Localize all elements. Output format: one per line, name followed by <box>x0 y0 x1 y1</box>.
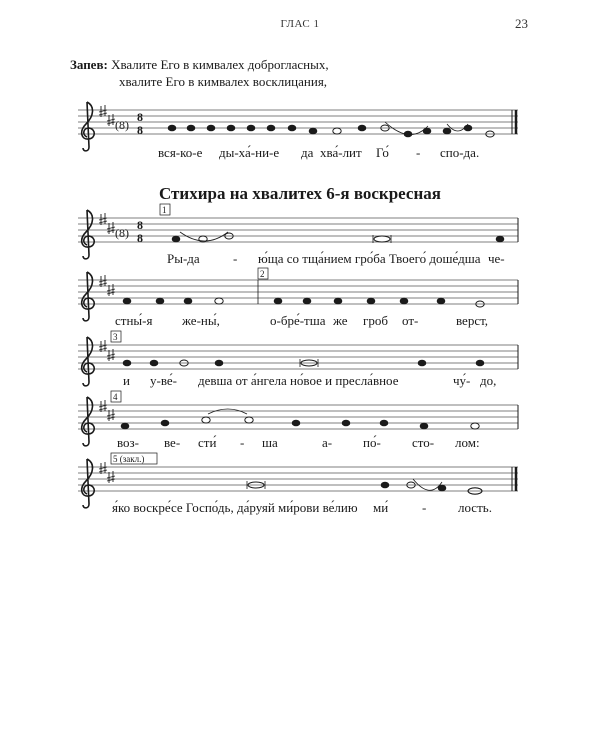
lyric-syllable: я́ко воскре́се Госпо́дь, да́руяй ми́рови ве́лию <box>112 500 358 515</box>
lyric-syllable: Го́ <box>376 145 389 160</box>
zapev-line-1: Хвалите Его в кимвалех доброгласных, <box>111 57 329 72</box>
lyric-syllable: девша от а́нгела но́вое и пресла́вное <box>198 373 399 388</box>
lyric-syllable: че- <box>488 251 505 266</box>
lyric-syllable: да <box>301 145 314 160</box>
lyric-syllable: ми́ <box>373 500 389 515</box>
time-signature-bottom-zapev: 8 <box>137 123 143 137</box>
lyric-syllable: - <box>233 251 238 266</box>
lyric-syllable: стны́-я <box>115 313 153 328</box>
lyric-syllable: ю́ща со тща́нием гро́ба Твоего́ доше́дша <box>258 251 481 266</box>
lyric-syllable: лом: <box>455 435 480 450</box>
lyric-syllable: по́- <box>363 435 381 450</box>
marker-1: 1 <box>162 205 167 215</box>
lyric-syllable: сти́ <box>198 435 217 450</box>
time-signature-top-zapev: 8 <box>137 110 143 124</box>
section-title: Стихира на хвалитех 6-я воскресная <box>159 184 441 203</box>
staff-zapev <box>78 102 518 151</box>
running-title: ГЛАС 1 <box>280 18 320 30</box>
lyric-syllable: у-ве́- <box>150 373 177 388</box>
zapev-line-2: хвалите Его в кимвалех восклицания, <box>119 74 328 89</box>
lyric-syllable: верст, <box>456 313 489 328</box>
notes-line-2 <box>123 298 484 307</box>
time-signature-top-1: 8 <box>137 218 143 232</box>
lyric-syllable: же-ны́, <box>182 313 220 328</box>
lyric-syllable: а- <box>322 435 333 450</box>
page-number: 23 <box>515 16 528 31</box>
time-signature-bracket-1: (8) <box>115 226 129 240</box>
time-signature-bottom-1: 8 <box>137 231 143 245</box>
lyric-syllable: лость. <box>458 500 492 515</box>
time-signature-bracket-zapev: (8) <box>115 118 129 132</box>
lyric-syllable: - <box>240 435 245 450</box>
lyric-syllable: ды-ха́-ни-е <box>219 145 280 160</box>
notes-line-4 <box>121 409 479 429</box>
lyric-syllable: хва́-лит <box>320 145 362 160</box>
marker-5: 5 (закл.) <box>113 454 145 464</box>
marker-3: 3 <box>113 332 118 342</box>
lyric-syllable: ша <box>262 435 278 450</box>
lyric-syllable: сто- <box>412 435 435 450</box>
lyric-syllable: вся-ко-е <box>158 145 203 160</box>
lyric-syllable: ве- <box>164 435 181 450</box>
lyric-syllable: - <box>416 145 421 160</box>
zapev-label: Запев: <box>70 57 108 72</box>
notes-line-5 <box>247 479 482 494</box>
lyric-syllable: же <box>333 313 348 328</box>
marker-2: 2 <box>260 269 265 279</box>
notes-zapev <box>168 122 494 137</box>
lyric-syllable: спо-да. <box>440 145 480 160</box>
lyric-syllable: - <box>422 500 427 515</box>
lyric-syllable: от- <box>402 313 419 328</box>
lyric-syllable: о-бре́-тша <box>270 313 326 328</box>
lyric-syllable: и <box>123 373 130 388</box>
notes-line-1 <box>172 232 504 243</box>
time-signatures <box>115 110 143 245</box>
lyric-syllable: гроб <box>363 313 388 328</box>
phrase-markers <box>111 204 268 464</box>
marker-4: 4 <box>113 392 118 402</box>
lyric-syllable: Ры-да <box>167 251 200 266</box>
lyric-syllable: воз- <box>117 435 140 450</box>
lyric-syllable: до, <box>480 373 497 388</box>
lyric-syllable: чу́- <box>453 373 471 388</box>
